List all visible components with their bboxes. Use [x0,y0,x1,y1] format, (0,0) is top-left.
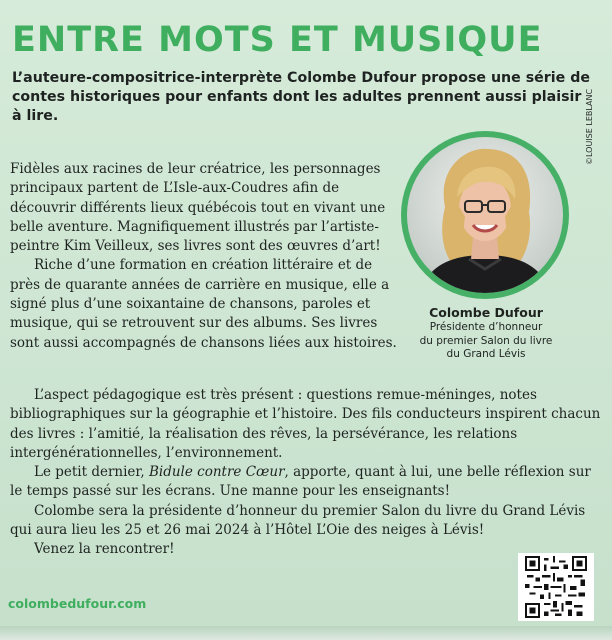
photo-credit: ©LOUISE LEBLANC [585,88,594,165]
paragraph-1: Fidèles aux racines de leur créatrice, les personnages principaux partent de L’Isle-aux-Coudres afin de découvrir différents lieux québécois tout en vivant une belle aventure. Magnifiquement illustrés par l’artiste-peintre Kim Veilleux, ses livres sont des œuvres d’art! [10,161,386,255]
wide-column [10,386,606,560]
paragraph-5: Colombe sera la présidente d’honneur du premier Salon du livre du Grand Lévis qui aura lieu les 25 et 26 mai 2024 à l’Hôtel L’Oie des neiges à Lévis! [10,502,586,539]
paragraph-4-start: Le petit dernier, [34,464,149,481]
caption-name: Colombe Dufour [429,305,543,320]
page-fold-shadow [0,626,612,640]
book-title: Bidule contre Cœur [148,464,285,481]
article-dek: L’auteure-compositrice-interprète Colombe Dufour propose une série de contes historiques pour enfants dont les adultes prennent aussi plaisir à lire. [12,70,590,124]
paragraph-4-end: , apporte, quant à lui, une belle réflexion sur le temps passé sur les écrans. Une manne pour les enseignants! [10,464,591,500]
caption-role-line1: Présidente d’honneur [429,321,543,333]
paragraph-3: L’aspect pédagogique est très présent : questions remue-méninges, notes bibliographiques sur la géographie et l’histoire. Des fils conducteurs inspirent chacun des livres : l’amitié, la réalisation des rêves, la persévérance, les relations intergénérationnelles, l’environnement. [10,387,601,461]
qr-code-icon[interactable] [518,553,594,621]
caption-role-line2: du premier Salon du livre [419,334,553,347]
portrait-illustration [407,137,563,293]
photo-caption [404,304,568,362]
paragraph-4 [10,463,606,502]
qr-code-pattern [521,556,591,618]
paragraph-6: Venez la rencontrer! [34,541,175,558]
paragraph-2: Riche d’une formation en création littéraire et de près de quarante années de carrière en musique, elle a signé plus d’une soixantaine de chansons, paroles et musique, qui se retrouvent sur des albums. Ses livres sont aussi accompagnés de chansons liées aux histoires. [10,257,397,351]
article-title: ENTRE MOTS ET MUSIQUE [12,20,543,60]
narrow-column [10,160,402,353]
author-portrait [407,137,563,293]
website-link[interactable]: colombedufour.com [8,596,147,611]
caption-role-line3: du Grand Lévis [446,348,526,360]
